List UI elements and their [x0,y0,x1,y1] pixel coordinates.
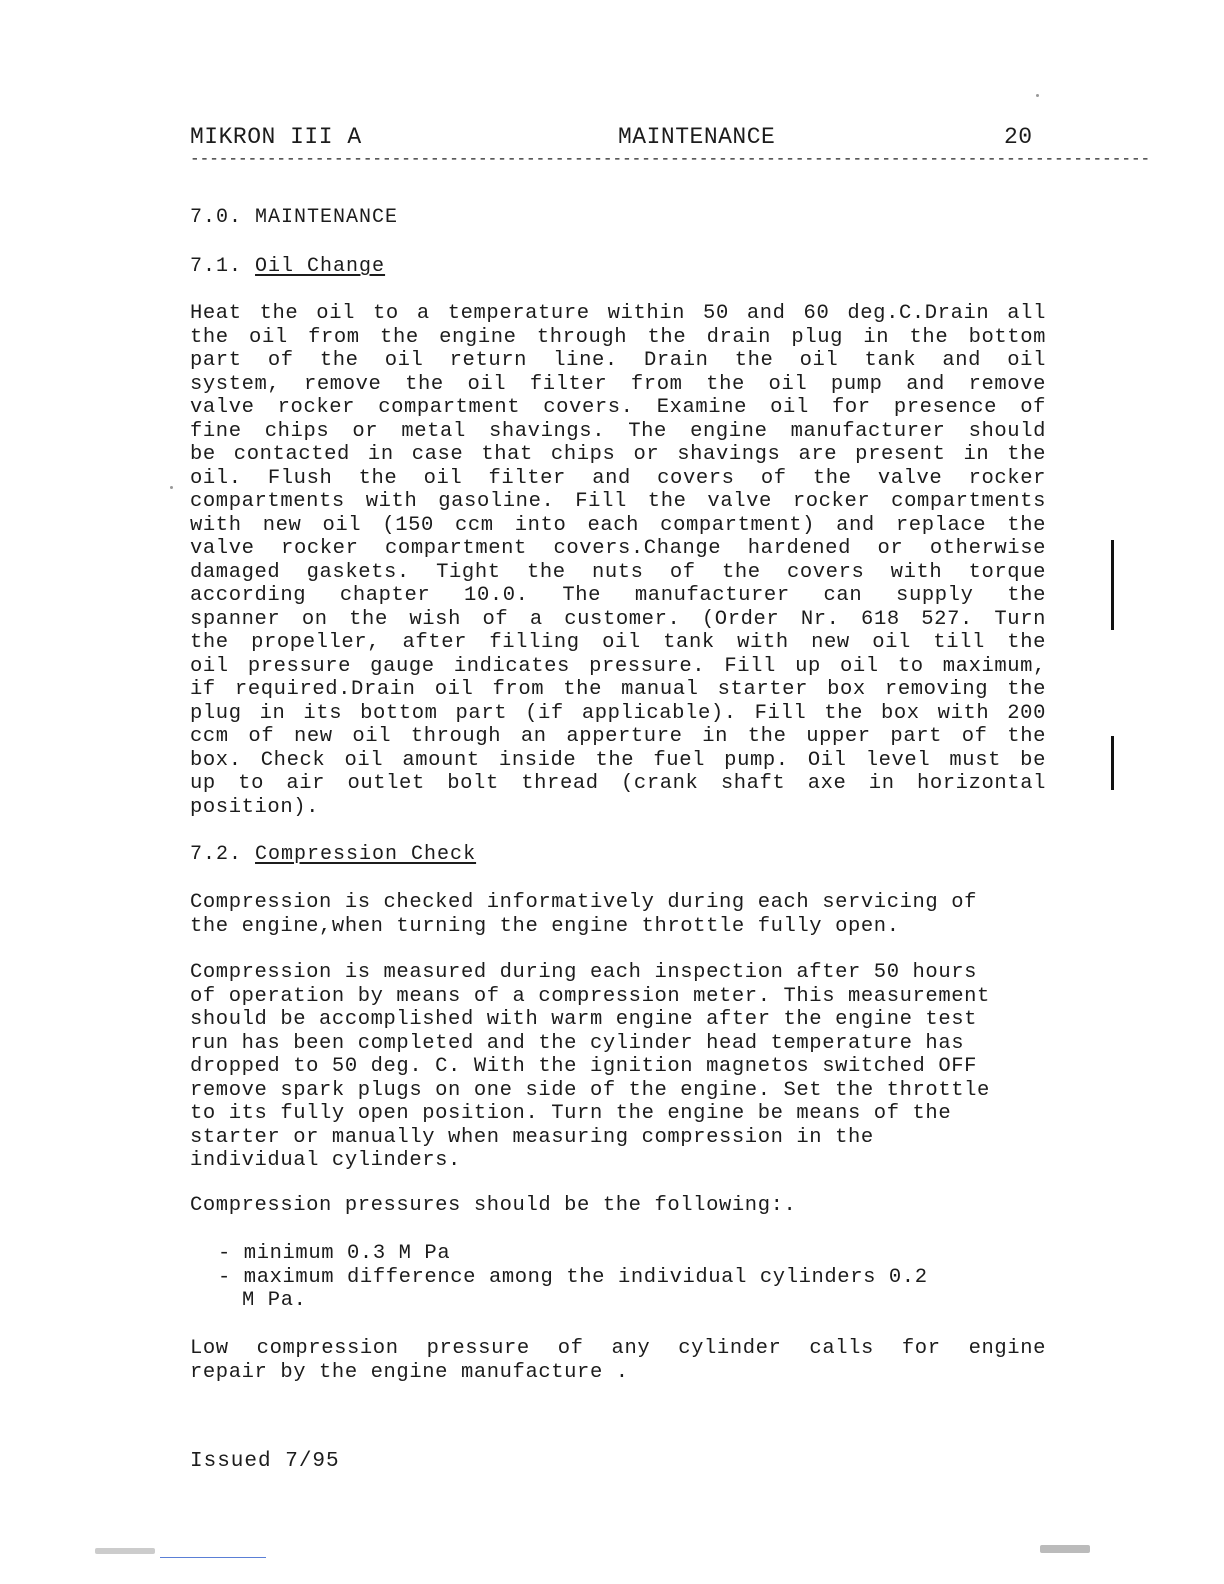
text-line: Compression is measured during each inspection after 50 hours [190,961,978,984]
text-line: of operation by means of a compression meter. This measurement [190,984,990,1008]
text-line: spanner on the wish of a customer. (Order Nr. 618 527. Turn [190,607,1046,631]
text-line: Low compression pressure of any cylinder calls for engine [190,1337,1046,1360]
text-line: to its fully open position. Turn the engine be means of the [190,1102,952,1125]
text-line: plug in its bottom part (if applicable). Fill the box with 200 [190,701,1046,725]
text-line: with new oil (150 ccm into each compartment) and replace the [190,513,1046,537]
text-line: fine chips or metal shavings. The engine manufacturer should [190,419,1046,443]
scan-speck [170,486,173,489]
text-line: run has been completed and the cylinder head temperature has [190,1031,965,1055]
pressure-list [218,1242,928,1313]
text-line: Compression pressures should be the following:. [190,1194,797,1217]
text-line: oil pressure gauge indicates pressure. Fill up oil to maximum, [190,654,1046,678]
header-model: MIKRON III A [190,124,362,150]
compression-paragraph-2 [190,961,1046,1173]
text-line: valve rocker compartment covers. Examine oil for presence of [190,396,1046,419]
text-line: if required.Drain oil from the manual starter box removing the [190,678,1046,701]
oil-change-heading [190,255,385,278]
scan-speck [95,1548,155,1554]
text-line: according chapter 10.0. The manufacturer can supply the [190,584,1046,607]
text-line: the propeller, after filling oil tank with new oil till the [190,631,1046,654]
text-line: Heat the oil to a temperature within 50 and 60 deg.C.Drain all [190,302,1046,325]
text-line: up to air outlet bolt thread (crank shaft axe in horizontal [190,772,1046,795]
text-line: dropped to 50 deg. C. With the ignition magnetos switched OFF [190,1055,978,1078]
text-line: should be accomplished with warm engine after the engine test [190,1008,978,1031]
issue-date: Issued 7/95 [190,1450,340,1473]
compression-check-heading [190,843,476,866]
text-line: damaged gaskets. Tight the nuts of the covers with torque [190,560,1046,584]
oil-change-paragraph [190,302,1046,819]
text-line: the oil from the engine through the drain plug in the bottom [190,325,1046,349]
text-line: oil. Flush the oil filter and covers of the valve rocker [190,466,1046,490]
change-bar [1111,736,1114,790]
compression-paragraph-1 [190,891,1046,938]
text-line: system, remove the oil filter from the oil pump and remove [190,372,1046,396]
scan-speck [1040,1545,1090,1553]
text-line: box. Check oil amount inside the fuel pump. Oil level must be [190,748,1046,772]
list-item-continuation: M Pa. [242,1289,307,1312]
section-heading: 7.0. MAINTENANCE [190,206,399,229]
text-line: repair by the engine manufacture . [190,1360,629,1384]
header-section: MAINTENANCE [618,124,776,150]
text-line: valve rocker compartment covers.Change hardened or otherwise [190,537,1046,560]
text-line: compartments with gasoline. Fill the valve rocker compartments [190,490,1046,513]
list-item: - minimum 0.3 M Pa [218,1242,451,1265]
scan-line [160,1557,266,1558]
text-line: remove spark plugs on one side of the engine. Set the throttle [190,1078,990,1102]
compression-check-title: Compression Check [255,843,477,866]
compression-check-number: 7.2. [190,843,243,866]
text-line: be contacted in case that chips or shavings are present in the [190,443,1046,466]
header-dashed-rule: ---------------------------------------------------------------------------------------------------- [190,150,1151,168]
text-line: Compression is checked informatively during each servicing of [190,891,978,914]
oil-change-number: 7.1. [190,255,243,278]
list-item: - maximum difference among the individual cylinders 0.2 [218,1265,928,1289]
page-number: 20 [1004,124,1033,150]
scan-speck [1036,94,1039,97]
oil-change-title: Oil Change [255,255,386,278]
text-line: the engine,when turning the engine throttle fully open. [190,914,900,938]
text-line: part of the oil return line. Drain the oil tank and oil [190,349,1046,372]
compression-paragraph-3 [190,1337,1046,1384]
change-bar [1111,540,1114,630]
text-line: individual cylinders. [190,1149,461,1172]
pressures-intro [190,1194,1046,1218]
text-line: position). [190,795,320,819]
text-line: ccm of new oil through an apperture in the upper part of the [190,725,1046,748]
text-line: starter or manually when measuring compression in the [190,1125,874,1149]
